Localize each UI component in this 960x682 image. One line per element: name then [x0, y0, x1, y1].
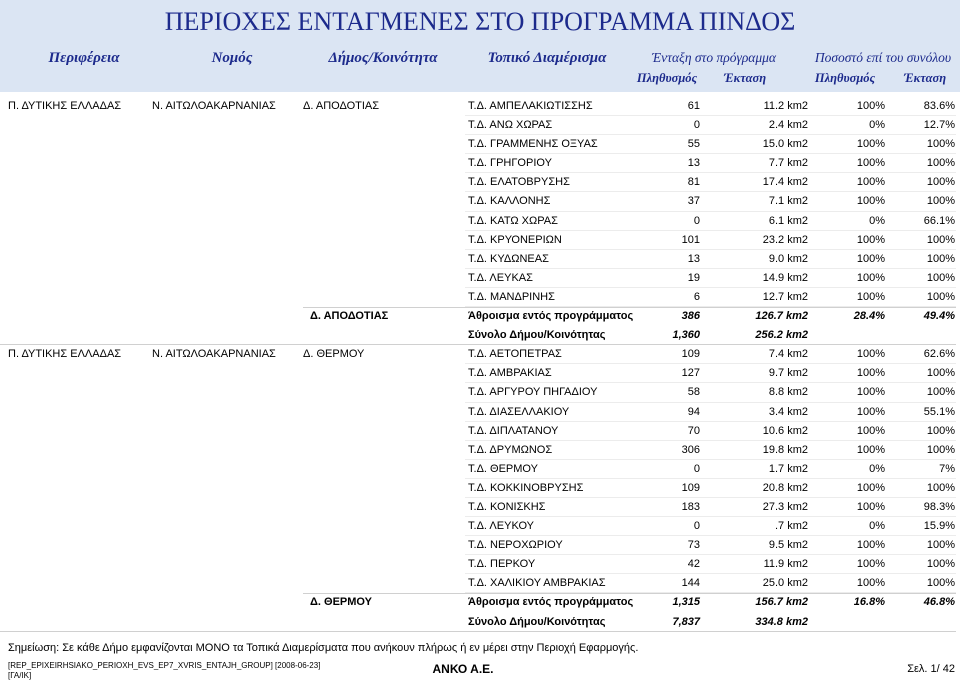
population-cell: 13	[687, 157, 700, 170]
local-district-cell: Τ.Δ. ΑΡΓΥΡΟΥ ΠΗΓΑΔΙΟΥ	[468, 386, 598, 399]
percent-area-cell: 100%	[926, 290, 955, 303]
data-table	[0, 97, 960, 632]
table-row	[0, 403, 960, 422]
region-cell: Π. ΔΥΤΙΚΗΣ ΕΛΛΑΔΑΣ	[8, 348, 122, 361]
table-row	[0, 173, 960, 192]
column-header-local-district: Τοπικό Διαμέρισμα	[487, 50, 607, 66]
table-row	[0, 212, 960, 231]
percent-population-cell: 100%	[856, 500, 885, 513]
population-cell: 81	[687, 176, 700, 189]
local-district-cell: Τ.Δ. ΝΕΡΟΧΩΡΙΟΥ	[468, 539, 563, 552]
subtotal-area: 126.7 km2	[755, 310, 808, 323]
subtotal-row	[0, 593, 960, 612]
local-district-cell: Τ.Δ. ΑΕΤΟΠΕΤΡΑΣ	[468, 348, 562, 361]
table-row	[0, 192, 960, 211]
total-population: 7,837	[672, 615, 700, 628]
percent-area-cell: 100%	[926, 424, 955, 437]
percent-area-cell: 100%	[926, 577, 955, 590]
percent-area-cell: 100%	[926, 157, 955, 170]
local-district-cell: Τ.Δ. ΛΕΥΚΟΥ	[468, 520, 534, 533]
company-name: ΑΝΚΟ Α.Ε.	[432, 662, 494, 676]
local-district-cell: Τ.Δ. ΔΙΑΣΕΛΛΑΚΙΟΥ	[468, 405, 570, 418]
percent-population-cell: 0%	[869, 119, 885, 132]
population-cell: 58	[687, 386, 700, 399]
local-district-cell: Τ.Δ. ΕΛΑΤΟΒΡΥΣΗΣ	[468, 176, 570, 189]
area-cell: 7.7 km2	[768, 157, 808, 170]
percent-area-cell: 100%	[926, 195, 955, 208]
population-cell: 101	[681, 233, 700, 246]
total-population: 1,360	[672, 329, 700, 342]
column-header-percent-population: Πληθυσμός	[814, 71, 876, 85]
area-cell: 3.4 km2	[768, 405, 808, 418]
prefecture-cell: Ν. ΑΙΤΩΛΟΑΚΑΡΝΑΝΙΑΣ	[152, 348, 276, 361]
population-cell: 109	[681, 348, 700, 361]
percent-population-cell: 100%	[856, 424, 885, 437]
percent-area-cell: 62.6%	[923, 348, 955, 361]
local-district-cell: Τ.Δ. ΠΕΡΚΟΥ	[468, 558, 536, 571]
population-cell: 37	[687, 195, 700, 208]
percent-population-cell: 100%	[856, 577, 885, 590]
total-row	[0, 326, 960, 345]
local-district-cell: Τ.Δ. ΛΕΥΚΑΣ	[468, 271, 533, 284]
population-cell: 0	[693, 214, 700, 227]
percent-population-cell: 100%	[856, 100, 885, 112]
subtotal-area: 156.7 km2	[755, 596, 808, 609]
area-cell: 11.2 km2	[763, 100, 808, 112]
population-cell: 306	[681, 443, 700, 456]
population-cell: 144	[681, 577, 700, 590]
subtotal-municipality: Δ. ΑΠΟΔΟΤΙΑΣ	[310, 310, 389, 323]
column-header-prefecture: Νομός	[211, 50, 253, 66]
column-header-percent-area: Έκταση	[903, 71, 947, 85]
subtotal-label: Άθροισμα εντός προγράμματος	[468, 310, 634, 323]
percent-population-cell: 100%	[856, 157, 885, 170]
subtotal-percent-area: 46.8%	[923, 596, 955, 609]
report-header	[0, 0, 960, 92]
area-cell: 25.0 km2	[762, 577, 808, 590]
percent-population-cell: 100%	[856, 481, 885, 494]
percent-area-cell: 100%	[926, 386, 955, 399]
prefecture-cell: Ν. ΑΙΤΩΛΟΑΚΑΡΝΑΝΙΑΣ	[152, 100, 276, 112]
table-row	[0, 288, 960, 307]
table-row	[0, 517, 960, 536]
local-district-cell: Τ.Δ. ΔΙΠΛΑΤΑΝΟΥ	[468, 424, 559, 437]
area-cell: 10.6 km2	[762, 424, 808, 437]
area-cell: 20.8 km2	[762, 481, 808, 494]
table-row	[0, 498, 960, 517]
percent-area-cell: 12.7%	[923, 119, 955, 132]
table-row	[0, 422, 960, 441]
population-cell: 55	[687, 138, 700, 151]
percent-population-cell: 100%	[856, 539, 885, 552]
table-row	[0, 441, 960, 460]
percent-area-cell: 100%	[926, 481, 955, 494]
local-district-cell: Τ.Δ. ΚΥΔΩΝΕΑΣ	[468, 252, 549, 265]
area-cell: 12.7 km2	[762, 290, 808, 303]
area-cell: 7.1 km2	[768, 195, 808, 208]
population-cell: 70	[687, 424, 700, 437]
table-row	[0, 555, 960, 574]
percent-area-cell: 66.1%	[923, 214, 955, 227]
percent-population-cell: 100%	[856, 195, 885, 208]
local-district-cell: Τ.Δ. ΑΜΠΕΛΑΚΙΩΤΙΣΣΗΣ	[468, 100, 593, 112]
local-district-cell: Τ.Δ. ΑΜΒΡΑΚΙΑΣ	[468, 367, 552, 380]
local-district-cell: Τ.Δ. ΓΡΗΓΟΡΙΟΥ	[468, 157, 552, 170]
municipality-cell: Δ. ΘΕΡΜΟΥ	[303, 348, 365, 361]
percent-population-cell: 100%	[856, 386, 885, 399]
table-row	[0, 231, 960, 250]
percent-population-cell: 100%	[856, 348, 885, 361]
percent-population-cell: 100%	[856, 138, 885, 151]
table-row	[0, 116, 960, 135]
subtotal-percent-population: 28.4%	[853, 310, 885, 323]
population-cell: 19	[687, 271, 700, 284]
total-area: 334.8 km2	[755, 615, 808, 628]
table-row	[0, 536, 960, 555]
area-cell: 23.2 km2	[762, 233, 808, 246]
total-label: Σύνολο Δήμου/Κοινότητας	[468, 615, 606, 628]
subtotal-municipality: Δ. ΘΕΡΜΟΥ	[310, 596, 372, 609]
percent-area-cell: 100%	[926, 558, 955, 571]
column-group-in-program: Ένταξη στο πρόγραμμα	[651, 50, 777, 65]
population-cell: 183	[681, 500, 700, 513]
table-row	[0, 250, 960, 269]
percent-population-cell: 100%	[856, 405, 885, 418]
subtotal-percent-population: 16.8%	[853, 596, 885, 609]
percent-population-cell: 100%	[856, 367, 885, 380]
column-header-region: Περιφέρεια	[48, 50, 120, 66]
population-cell: 61	[687, 100, 700, 112]
total-area: 256.2 km2	[755, 329, 808, 342]
population-cell: 73	[687, 539, 700, 552]
local-district-cell: Τ.Δ. ΚΑΛΛΟΝΗΣ	[468, 195, 551, 208]
table-row	[0, 479, 960, 498]
population-cell: 127	[681, 367, 700, 380]
area-cell: 8.8 km2	[768, 386, 808, 399]
population-cell: 0	[693, 520, 700, 533]
subtotal-percent-area: 49.4%	[923, 310, 955, 323]
percent-area-cell: 55.1%	[923, 405, 955, 418]
column-header-municipality: Δήμος/Κοινότητα	[328, 50, 438, 66]
area-cell: 9.0 km2	[768, 252, 808, 265]
local-district-cell: Τ.Δ. ΚΡΥΟΝΕΡΙΩΝ	[468, 233, 562, 246]
percent-area-cell: 15.9%	[923, 520, 955, 533]
local-district-cell: Τ.Δ. ΘΕΡΜΟΥ	[468, 462, 538, 475]
local-district-cell: Τ.Δ. ΜΑΝΔΡΙΝΗΣ	[468, 290, 555, 303]
subtotal-population: 386	[681, 310, 700, 323]
area-cell: 2.4 km2	[768, 119, 808, 132]
area-cell: 14.9 km2	[762, 271, 808, 284]
report-author-code: [ΓΑ/ΙΚ]	[8, 671, 32, 680]
percent-population-cell: 100%	[856, 558, 885, 571]
report-id: [REP_EPIXEIRHSIAKO_PERIOXH_EVS_EP7_XVRIS_ENTAJH_GROUP] [2008-06-23]	[8, 661, 321, 670]
percent-population-cell: 100%	[856, 252, 885, 265]
page-number: Σελ. 1/ 42	[907, 663, 955, 675]
percent-area-cell: 100%	[926, 271, 955, 284]
percent-population-cell: 100%	[856, 290, 885, 303]
column-group-percent-of-total: Ποσοστό επί του συνόλου	[814, 50, 952, 65]
population-cell: 109	[681, 481, 700, 494]
total-label: Σύνολο Δήμου/Κοινότητας	[468, 329, 606, 342]
percent-population-cell: 100%	[856, 233, 885, 246]
percent-population-cell: 100%	[856, 176, 885, 189]
local-district-cell: Τ.Δ. ΚΑΤΩ ΧΩΡΑΣ	[468, 214, 558, 227]
population-cell: 0	[693, 119, 700, 132]
percent-area-cell: 7%	[939, 462, 955, 475]
subtotal-label: Άθροισμα εντός προγράμματος	[468, 596, 634, 609]
area-cell: 17.4 km2	[762, 176, 808, 189]
percent-area-cell: 98.3%	[923, 500, 955, 513]
percent-population-cell: 0%	[869, 462, 885, 475]
area-cell: 1.7 km2	[768, 462, 808, 475]
report-title: ΠΕΡΙΟΧΕΣ ΕΝΤΑΓΜΕΝΕΣ ΣΤΟ ΠΡΟΓΡΑΜΜΑ ΠΙΝΔΟΣ	[164, 7, 796, 36]
area-cell: 9.5 km2	[768, 539, 808, 552]
table-row	[0, 269, 960, 288]
percent-area-cell: 83.6%	[923, 100, 955, 112]
area-cell: 19.8 km2	[762, 443, 808, 456]
municipality-cell: Δ. ΑΠΟΔΟΤΙΑΣ	[303, 100, 380, 112]
table-row	[0, 460, 960, 479]
population-cell: 6	[693, 290, 700, 303]
population-cell: 13	[687, 252, 700, 265]
area-cell: 27.3 km2	[762, 500, 808, 513]
percent-area-cell: 100%	[926, 539, 955, 552]
area-cell: 6.1 km2	[768, 214, 808, 227]
local-district-cell: Τ.Δ. ΧΑΛΙΚΙΟΥ ΑΜΒΡΑΚΙΑΣ	[468, 577, 606, 590]
area-cell: .7 km2	[774, 520, 808, 533]
local-district-cell: Τ.Δ. ΑΝΩ ΧΩΡΑΣ	[468, 119, 553, 132]
percent-population-cell: 100%	[856, 443, 885, 456]
local-district-cell: Τ.Δ. ΚΟΝΙΣΚΗΣ	[468, 500, 546, 513]
table-row	[0, 345, 960, 364]
total-row	[0, 613, 960, 632]
percent-population-cell: 100%	[856, 271, 885, 284]
area-cell: 15.0 km2	[762, 138, 808, 151]
subtotal-population: 1,315	[672, 596, 700, 609]
population-cell: 94	[687, 405, 700, 418]
population-cell: 0	[693, 462, 700, 475]
area-cell: 9.7 km2	[768, 367, 808, 380]
table-row	[0, 364, 960, 383]
footnote: Σημείωση: Σε κάθε Δήμο εμφανίζονται ΜΟΝΟ τα Τοπικά Διαμερίσματα που ανήκουν πλήρως ή εν μέρει στην Περιοχή Εφαρμογής.	[8, 642, 639, 654]
local-district-cell: Τ.Δ. ΚΟΚΚΙΝΟΒΡΥΣΗΣ	[468, 481, 584, 494]
percent-area-cell: 100%	[926, 138, 955, 151]
column-header-in-program-population: Πληθυσμός	[636, 71, 698, 85]
area-cell: 11.9 km2	[763, 558, 808, 571]
percent-area-cell: 100%	[926, 443, 955, 456]
percent-area-cell: 100%	[926, 233, 955, 246]
region-cell: Π. ΔΥΤΙΚΗΣ ΕΛΛΑΔΑΣ	[8, 100, 122, 112]
local-district-cell: Τ.Δ. ΓΡΑΜΜΕΝΗΣ ΟΞΥΑΣ	[468, 138, 598, 151]
percent-area-cell: 100%	[926, 176, 955, 189]
table-row	[0, 135, 960, 154]
table-row	[0, 383, 960, 402]
percent-population-cell: 0%	[869, 520, 885, 533]
subtotal-row	[0, 307, 960, 326]
table-row	[0, 154, 960, 173]
percent-population-cell: 0%	[869, 214, 885, 227]
local-district-cell: Τ.Δ. ΔΡΥΜΩΝΟΣ	[468, 443, 553, 456]
area-cell: 7.4 km2	[768, 348, 808, 361]
percent-area-cell: 100%	[926, 252, 955, 265]
percent-area-cell: 100%	[926, 367, 955, 380]
table-row	[0, 574, 960, 593]
column-header-in-program-area: Έκταση	[723, 71, 767, 85]
table-row	[0, 97, 960, 116]
population-cell: 42	[687, 558, 700, 571]
